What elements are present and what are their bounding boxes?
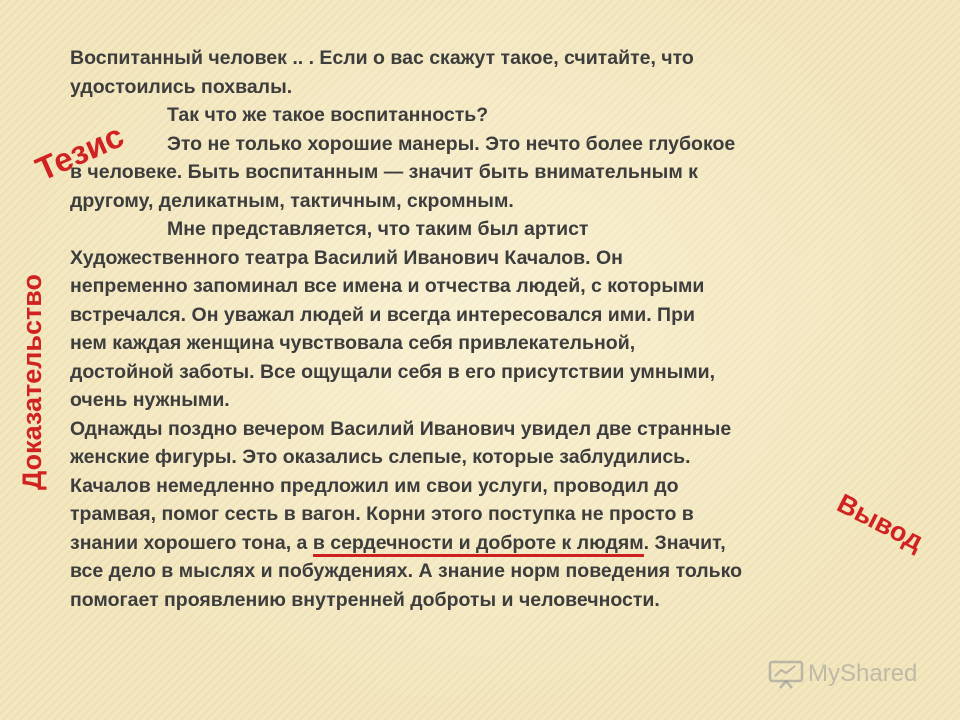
text-line: Мне представляется, что таким был артист	[167, 218, 589, 240]
underlined-phrase: в сердечности и доброте к людям	[313, 532, 644, 557]
text-segment: знании хорошего тона, а	[70, 531, 313, 554]
text-line: достойной заботы. Все ощущали себя в его присутствии умными,	[70, 360, 716, 383]
text-line: Воспитанный человек .. . Если о вас скажут такое, считайте, что	[70, 47, 694, 69]
text-line: непременно запоминал все имена и отчества людей, с которыми	[70, 275, 705, 297]
text-line: все дело в мыслях и побуждениях. А знание норм поведения только	[70, 560, 743, 582]
presentation-board-icon	[768, 659, 804, 689]
text-line: Так что же такое воспитанность?	[167, 104, 489, 126]
text-line: Художественного театра Василий Иванович Качалов. Он	[70, 246, 623, 269]
text-line: Однажды поздно вечером Василий Иванович увидел две странные	[70, 417, 732, 440]
text-line: Качалов немедленно предложил им свои услуги, проводил до	[70, 474, 679, 497]
text-line: в человеке. Быть воспитанным — значит быть внимательным к	[70, 161, 698, 183]
text-line: встречался. Он уважал людей и всегда интересовался ими. При	[70, 303, 695, 326]
conclusion-label: Вывод	[832, 488, 929, 557]
watermark-name: MyShared	[808, 660, 918, 687]
text-line: трамвая, помог сесть в вагон. Корни этого поступка не просто в	[70, 503, 694, 525]
thesis-label: Тезис	[30, 116, 130, 188]
text-line: другому, деликатным, тактичным, скромным.	[70, 189, 514, 212]
text-line: нем каждая женщина чувствовала себя привлекательной,	[70, 332, 636, 354]
text-line-with-underline	[70, 529, 900, 558]
text-line: помогает проявлению внутренней доброты и человечности.	[70, 588, 660, 611]
text-segment: . Значит,	[643, 531, 726, 554]
text-line: удостоились похвалы.	[70, 75, 293, 98]
text-line: Это не только хорошие манеры. Это нечто более глубокое	[167, 132, 736, 155]
text-line: очень нужными.	[70, 389, 230, 411]
text-line: женские фигуры. Это оказались слепые, которые заблудились.	[70, 446, 691, 468]
main-text	[70, 44, 900, 614]
watermark	[768, 656, 917, 692]
proof-label: Доказательство	[17, 274, 47, 490]
